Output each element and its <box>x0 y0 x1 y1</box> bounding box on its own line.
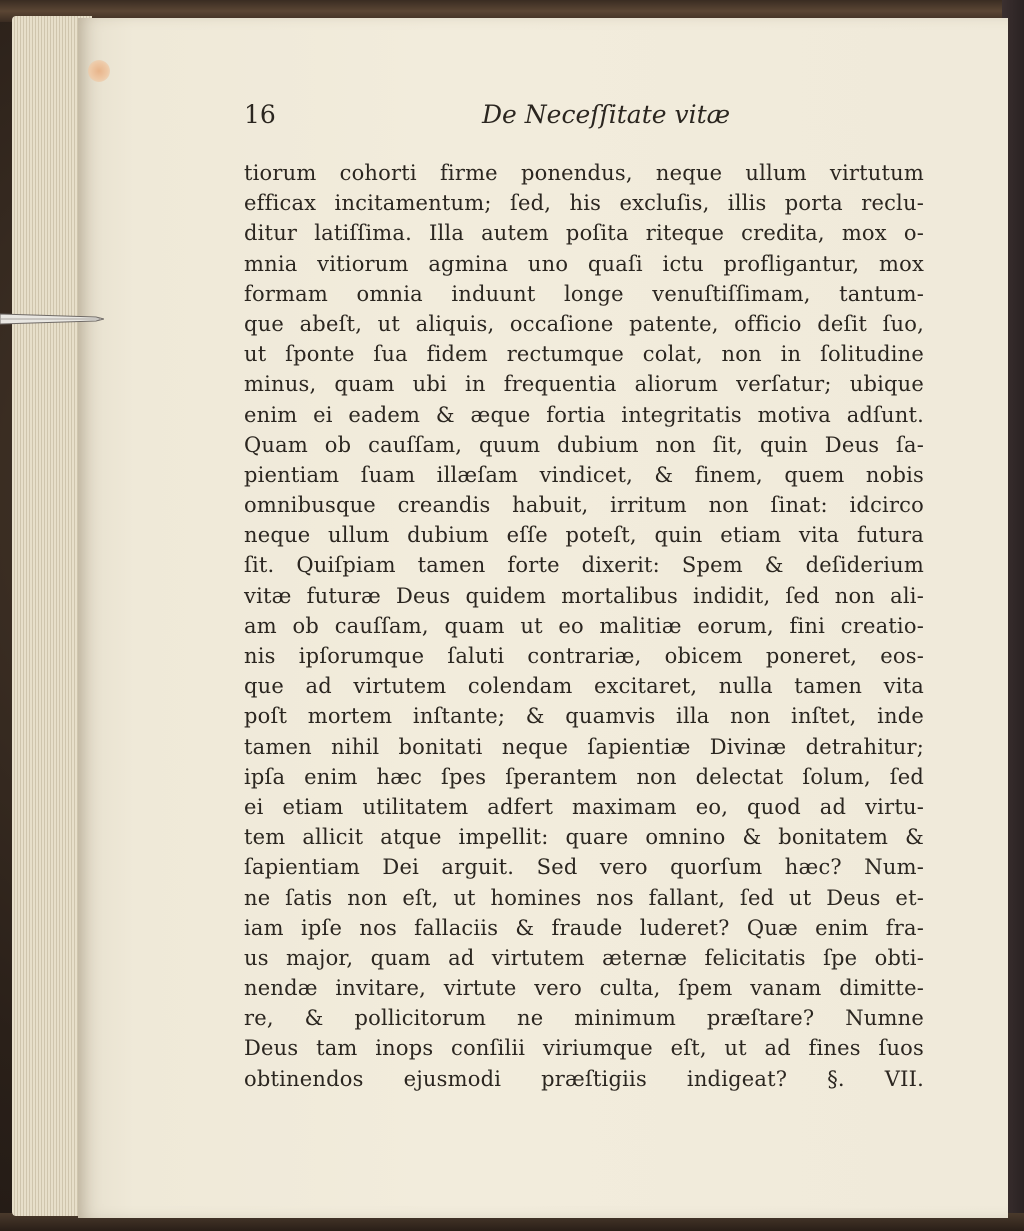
text-line: enim ei eadem & æque fortia integritatis motiva adſunt. <box>244 402 924 427</box>
text-line: efficax incitamentum; ſed, his excluſis, illis porta reclu- <box>244 191 924 216</box>
running-head: De Neceſſitate vitæ <box>482 100 731 129</box>
text-line: pientiam ſuam illæſam vindicet, & finem, quem nobis <box>244 462 924 487</box>
text-line: vitæ futuræ Deus quidem mortalibus indidit, ſed non ali- <box>244 583 924 608</box>
text-line: Quam ob cauſſam, quum dubium non ſit, quin Deus ſa- <box>244 432 924 457</box>
text-line: minus, quam ubi in frequentia aliorum verſatur; ubique <box>244 372 924 397</box>
text-line: am ob cauſſam, quam ut eo malitiæ eorum, fini creatio- <box>244 613 924 638</box>
text-line: ne ſatis non eſt, ut homines nos fallant, ſed ut Deus et- <box>244 885 924 910</box>
text-line: re, & pollicitorum ne minimum præſtare? Numne <box>244 1006 924 1031</box>
text-line: tamen nihil bonitati neque ſapientiæ Divinæ detrahitur; <box>244 734 924 759</box>
text-line: que abeſt, ut aliquis, occaſione patente, officio deſit ſuo, <box>244 311 924 336</box>
text-line: us major, quam ad virtutem æternæ felicitatis ſpe obti- <box>244 945 924 970</box>
text-line: ſit. Quiſpiam tamen forte dixerit: Spem & deſiderium <box>244 553 924 578</box>
text-line: ditur latiſſima. Illa autem poſita riteque credita, mox o- <box>244 221 924 246</box>
text-line: Deus tam inops conſilii viriumque eſt, ut ad fines ſuos <box>244 1036 924 1061</box>
text-line: poſt mortem inſtante; & quamvis illa non inſtet, inde <box>244 704 924 729</box>
text-line: nendæ invitare, virtute vero culta, ſpem vanam dimitte- <box>244 976 924 1001</box>
text-line: ei etiam utilitatem adfert maximam eo, quod ad virtu- <box>244 794 924 819</box>
body-text <box>244 158 924 1094</box>
text-line: ut ſponte ſua fidem rectumque colat, non in ſolitudine <box>244 342 924 367</box>
text-line: nis ipſorumque ſaluti contrariæ, obicem poneret, eos- <box>244 644 924 668</box>
text-line: obtinendos ejusmodi præſtigiis indigeat? §. VII. <box>244 1066 924 1091</box>
page-header <box>244 100 924 140</box>
text-line: tiorum cohorti firme ponendus, neque ullum virtutum <box>244 161 924 185</box>
text-line: neque ullum dubium eſſe poteſt, quin etiam vita futura <box>244 523 924 548</box>
text-line: ipſa enim hæc ſpes ſperantem non delectat ſolum, ſed <box>244 764 924 789</box>
page-number: 16 <box>244 100 276 129</box>
text-line: formam omnia induunt longe venuſtiſſimam, tantum- <box>244 281 924 306</box>
bookmark-pin-icon <box>0 312 104 326</box>
text-line: que ad virtutem colendam excitaret, nulla tamen vita <box>244 674 924 699</box>
foxing-spot <box>88 60 110 82</box>
text-line: tem allicit atque impellit: quare omnino & bonitatem & <box>244 825 924 850</box>
text-line: mnia vitiorum agmina uno quaſi ictu profligantur, mox <box>244 251 924 276</box>
text-line: iam ipſe nos fallaciis & fraude luderet? Quæ enim fra- <box>244 915 924 940</box>
text-line: ſapientiam Dei arguit. Sed vero quorſum hæc? Num- <box>244 855 924 880</box>
text-line: omnibusque creandis habuit, irritum non ſinat: idcirco <box>244 493 924 518</box>
